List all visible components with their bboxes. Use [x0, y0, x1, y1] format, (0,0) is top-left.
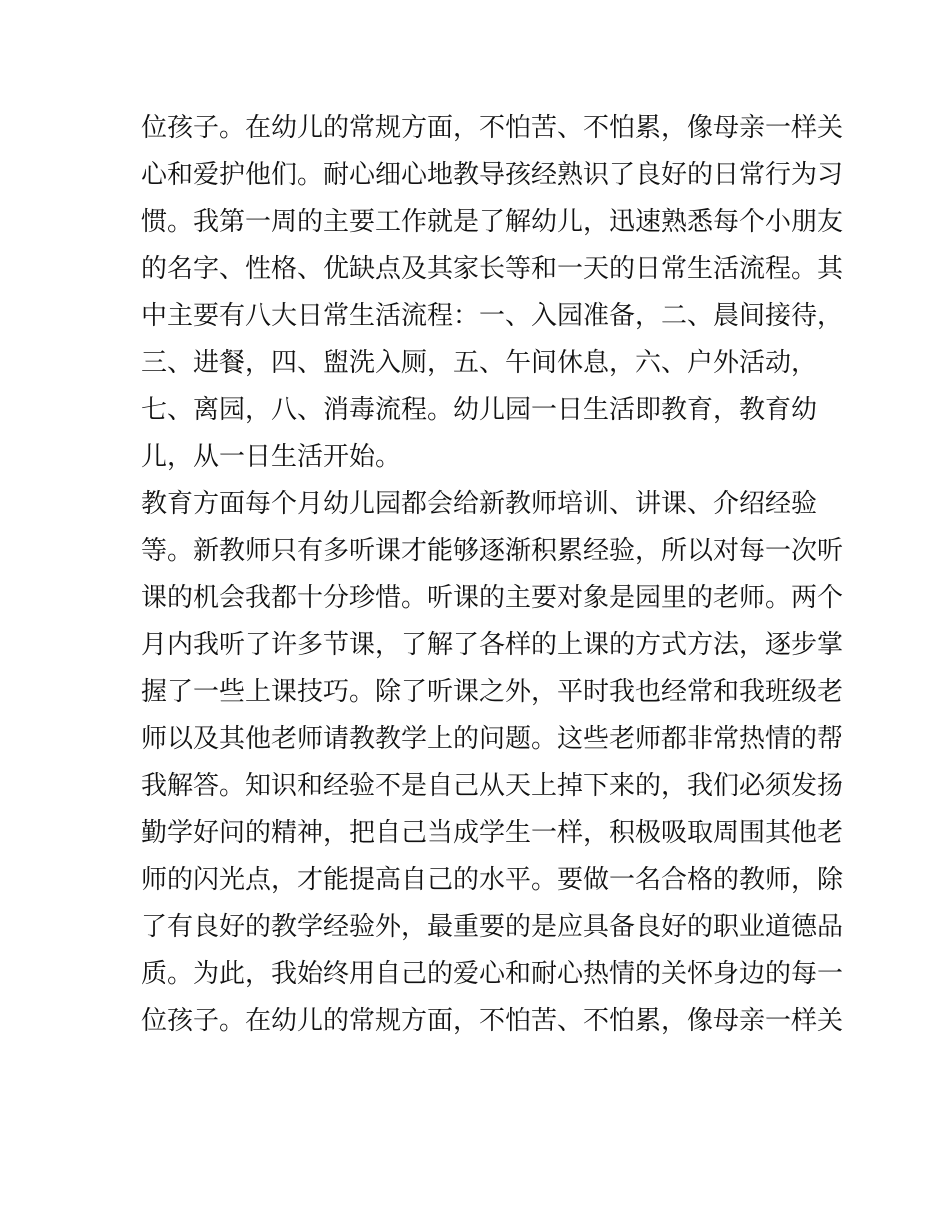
text-line: 三、进餐，四、盥洗入厕，五、午间休息，六、户外活动，: [141, 348, 818, 378]
text-line: 师以及其他老师请教教学上的问题。这些老师都非常热情的帮: [141, 724, 844, 754]
text-line: 儿，从一日生活开始。: [141, 442, 402, 472]
text-line: 月内我听了许多节课，了解了各样的上课的方式方法，逐步掌: [141, 630, 844, 660]
text-line: 握了一些上课技巧。除了听课之外，平时我也经常和我班级老: [141, 677, 844, 707]
text-line: 等。新教师只有多听课才能够逐渐积累经验，所以对每一次听: [141, 536, 844, 566]
body-text: [141, 105, 844, 1045]
text-line: 位孩子。在幼儿的常规方面，不怕苦、不怕累，像母亲一样关: [141, 1006, 844, 1036]
text-line: 质。为此，我始终用自己的爱心和耐心热情的关怀身边的每一: [141, 959, 844, 989]
text-line: 师的闪光点，才能提高自己的水平。要做一名合格的教师，除: [141, 865, 844, 895]
text-line: 勤学好问的精神，把自己当成学生一样，积极吸取周围其他老: [141, 818, 844, 848]
text-line: 课的机会我都十分珍惜。听课的主要对象是园里的老师。两个: [141, 583, 844, 613]
text-line: 惯。我第一周的主要工作就是了解幼儿，迅速熟悉每个小朋友: [141, 207, 844, 237]
text-line: 我解答。知识和经验不是自己从天上掉下来的，我们必须发扬: [141, 771, 844, 801]
text-line: 了有良好的教学经验外，最重要的是应具备良好的职业道德品: [141, 912, 844, 942]
text-line: 七、离园，八、消毒流程。幼儿园一日生活即教育，教育幼: [141, 395, 818, 425]
text-line: 心和爱护他们。耐心细心地教导孩经熟识了良好的日常行为习: [141, 160, 844, 190]
text-line: 中主要有八大日常生活流程：一、入园准备，二、晨间接待，: [141, 301, 844, 331]
text-line: 教育方面每个月幼儿园都会给新教师培训、讲课、介绍经验: [141, 489, 818, 519]
text-line: 位孩子。在幼儿的常规方面，不怕苦、不怕累，像母亲一样关: [141, 113, 844, 143]
text-line: 的名字、性格、优缺点及其家长等和一天的日常生活流程。其: [141, 254, 844, 284]
